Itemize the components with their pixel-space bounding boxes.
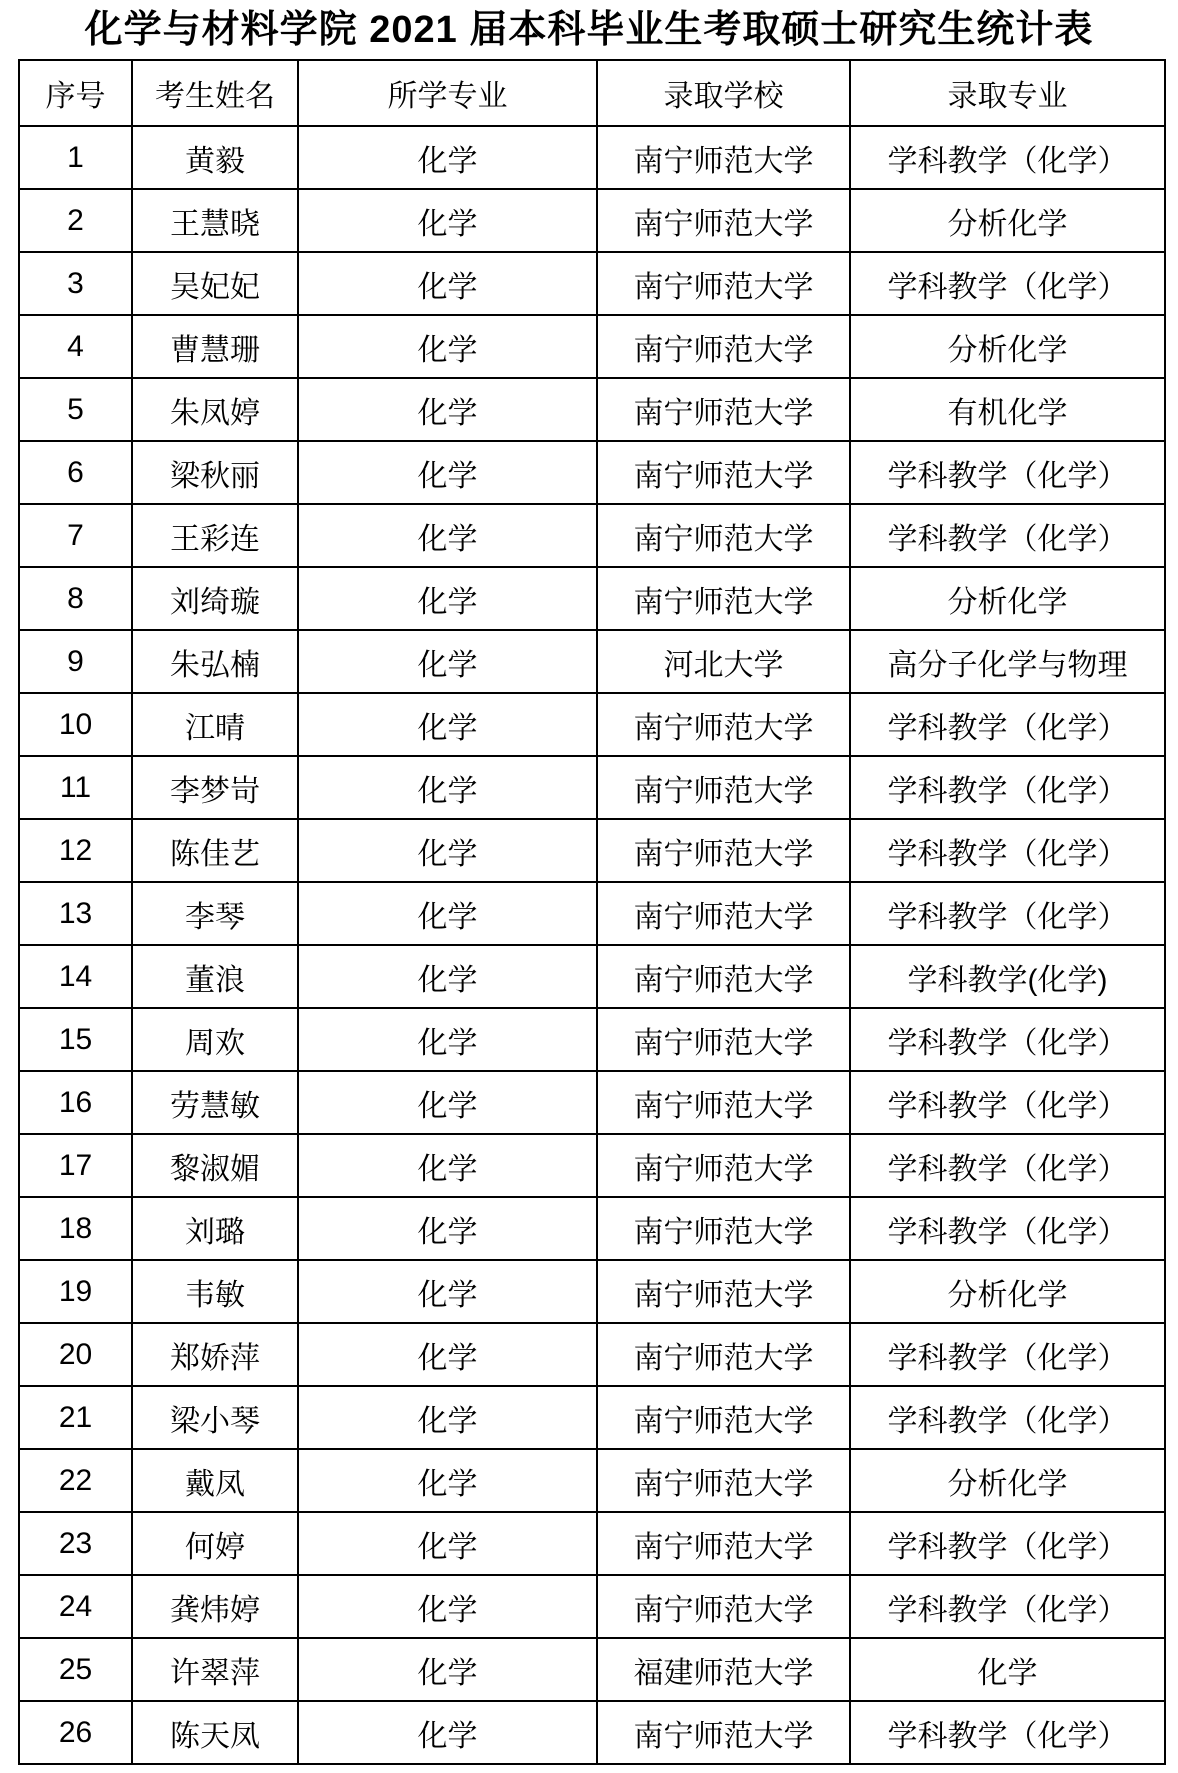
cell-index: 25 — [19, 1638, 132, 1701]
cell-admitted-major: 化学 — [850, 1638, 1165, 1701]
cell-index: 7 — [19, 504, 132, 567]
table-row — [19, 504, 1165, 567]
cell-major: 化学 — [298, 882, 597, 945]
header-row — [19, 60, 1165, 126]
cell-school: 南宁师范大学 — [597, 1260, 850, 1323]
cell-student-name: 梁小琴 — [132, 1386, 298, 1449]
cell-school: 南宁师范大学 — [597, 693, 850, 756]
cell-major: 化学 — [298, 630, 597, 693]
cell-major: 化学 — [298, 1638, 597, 1701]
cell-student-name: 王慧晓 — [132, 189, 298, 252]
cell-student-name: 曹慧珊 — [132, 315, 298, 378]
cell-admitted-major: 学科教学（化学） — [850, 1197, 1165, 1260]
cell-student-name: 吴妃妃 — [132, 252, 298, 315]
table-row — [19, 567, 1165, 630]
table-row — [19, 1071, 1165, 1134]
cell-student-name: 韦敏 — [132, 1260, 298, 1323]
cell-admitted-major: 学科教学（化学） — [850, 882, 1165, 945]
cell-school: 南宁师范大学 — [597, 252, 850, 315]
cell-major: 化学 — [298, 756, 597, 819]
cell-student-name: 陈佳艺 — [132, 819, 298, 882]
cell-student-name: 董浪 — [132, 945, 298, 1008]
cell-student-name: 陈天凤 — [132, 1701, 298, 1764]
table-row — [19, 1512, 1165, 1575]
cell-index: 13 — [19, 882, 132, 945]
cell-school: 南宁师范大学 — [597, 1071, 850, 1134]
cell-major: 化学 — [298, 1197, 597, 1260]
cell-student-name: 郑娇萍 — [132, 1323, 298, 1386]
cell-school: 河北大学 — [597, 630, 850, 693]
cell-index: 6 — [19, 441, 132, 504]
cell-school: 南宁师范大学 — [597, 756, 850, 819]
cell-school: 南宁师范大学 — [597, 315, 850, 378]
cell-major: 化学 — [298, 1449, 597, 1512]
table-row — [19, 252, 1165, 315]
cell-school: 南宁师范大学 — [597, 504, 850, 567]
cell-index: 23 — [19, 1512, 132, 1575]
cell-major: 化学 — [298, 1008, 597, 1071]
cell-school: 福建师范大学 — [597, 1638, 850, 1701]
cell-major: 化学 — [298, 1386, 597, 1449]
cell-admitted-major: 学科教学（化学） — [850, 252, 1165, 315]
cell-student-name: 许翠萍 — [132, 1638, 298, 1701]
cell-major: 化学 — [298, 441, 597, 504]
cell-admitted-major: 高分子化学与物理 — [850, 630, 1165, 693]
cell-index: 3 — [19, 252, 132, 315]
cell-school: 南宁师范大学 — [597, 1386, 850, 1449]
header-school: 录取学校 — [597, 60, 850, 126]
cell-index: 24 — [19, 1575, 132, 1638]
cell-school: 南宁师范大学 — [597, 1512, 850, 1575]
table-row — [19, 756, 1165, 819]
table-row — [19, 882, 1165, 945]
cell-school: 南宁师范大学 — [597, 567, 850, 630]
cell-student-name: 王彩连 — [132, 504, 298, 567]
cell-student-name: 李梦岢 — [132, 756, 298, 819]
cell-admitted-major: 学科教学（化学） — [850, 1512, 1165, 1575]
table-row — [19, 1575, 1165, 1638]
table-row — [19, 126, 1165, 189]
cell-admitted-major: 学科教学（化学） — [850, 1323, 1165, 1386]
cell-major: 化学 — [298, 819, 597, 882]
table-row — [19, 189, 1165, 252]
page-title: 化学与材料学院 2021 届本科毕业生考取硕士研究生统计表 — [84, 9, 1094, 51]
cell-index: 8 — [19, 567, 132, 630]
cell-admitted-major: 学科教学（化学） — [850, 441, 1165, 504]
cell-student-name: 刘绮璇 — [132, 567, 298, 630]
cell-admitted-major: 分析化学 — [850, 1260, 1165, 1323]
cell-index: 18 — [19, 1197, 132, 1260]
cell-school: 南宁师范大学 — [597, 1701, 850, 1764]
cell-admitted-major: 分析化学 — [850, 1449, 1165, 1512]
cell-admitted-major: 学科教学（化学） — [850, 1008, 1165, 1071]
cell-school: 南宁师范大学 — [597, 819, 850, 882]
cell-major: 化学 — [298, 1512, 597, 1575]
cell-major: 化学 — [298, 189, 597, 252]
cell-admitted-major: 学科教学（化学） — [850, 693, 1165, 756]
cell-student-name: 龚炜婷 — [132, 1575, 298, 1638]
cell-major: 化学 — [298, 378, 597, 441]
cell-index: 10 — [19, 693, 132, 756]
cell-school: 南宁师范大学 — [597, 1449, 850, 1512]
cell-admitted-major: 分析化学 — [850, 567, 1165, 630]
cell-major: 化学 — [298, 252, 597, 315]
cell-admitted-major: 学科教学（化学） — [850, 126, 1165, 189]
table-row — [19, 945, 1165, 1008]
cell-major: 化学 — [298, 693, 597, 756]
header-index: 序号 — [19, 60, 132, 126]
cell-index: 15 — [19, 1008, 132, 1071]
cell-major: 化学 — [298, 1323, 597, 1386]
cell-student-name: 劳慧敏 — [132, 1071, 298, 1134]
cell-school: 南宁师范大学 — [597, 378, 850, 441]
cell-index: 5 — [19, 378, 132, 441]
cell-school: 南宁师范大学 — [597, 1197, 850, 1260]
cell-school: 南宁师范大学 — [597, 1134, 850, 1197]
cell-admitted-major: 学科教学（化学） — [850, 1575, 1165, 1638]
cell-admitted-major: 学科教学（化学） — [850, 1071, 1165, 1134]
table-header — [19, 60, 1165, 126]
cell-index: 1 — [19, 126, 132, 189]
header-student-name: 考生姓名 — [132, 60, 298, 126]
cell-school: 南宁师范大学 — [597, 189, 850, 252]
table-row — [19, 315, 1165, 378]
cell-major: 化学 — [298, 504, 597, 567]
header-major: 所学专业 — [298, 60, 597, 126]
table-row — [19, 378, 1165, 441]
cell-admitted-major: 学科教学（化学） — [850, 1134, 1165, 1197]
cell-major: 化学 — [298, 1071, 597, 1134]
cell-admitted-major: 分析化学 — [850, 189, 1165, 252]
cell-index: 2 — [19, 189, 132, 252]
table-row — [19, 1638, 1165, 1701]
cell-school: 南宁师范大学 — [597, 441, 850, 504]
admission-stats-table — [18, 59, 1166, 1765]
table-row — [19, 630, 1165, 693]
cell-admitted-major: 学科教学（化学） — [850, 756, 1165, 819]
cell-major: 化学 — [298, 945, 597, 1008]
table-row — [19, 1134, 1165, 1197]
cell-major: 化学 — [298, 315, 597, 378]
cell-school: 南宁师范大学 — [597, 945, 850, 1008]
cell-index: 17 — [19, 1134, 132, 1197]
cell-admitted-major: 学科教学（化学） — [850, 819, 1165, 882]
table-row — [19, 1260, 1165, 1323]
cell-admitted-major: 有机化学 — [850, 378, 1165, 441]
cell-index: 16 — [19, 1071, 132, 1134]
cell-index: 20 — [19, 1323, 132, 1386]
cell-student-name: 黎淑媚 — [132, 1134, 298, 1197]
cell-index: 9 — [19, 630, 132, 693]
table-row — [19, 1197, 1165, 1260]
cell-admitted-major: 学科教学（化学） — [850, 1701, 1165, 1764]
cell-student-name: 梁秋丽 — [132, 441, 298, 504]
cell-admitted-major: 学科教学（化学） — [850, 504, 1165, 567]
cell-school: 南宁师范大学 — [597, 1575, 850, 1638]
cell-major: 化学 — [298, 567, 597, 630]
cell-major: 化学 — [298, 1260, 597, 1323]
cell-index: 21 — [19, 1386, 132, 1449]
cell-admitted-major: 学科教学(化学) — [850, 945, 1165, 1008]
table-body — [19, 126, 1165, 1764]
table-row — [19, 1008, 1165, 1071]
cell-index: 14 — [19, 945, 132, 1008]
cell-major: 化学 — [298, 1575, 597, 1638]
cell-school: 南宁师范大学 — [597, 1008, 850, 1071]
cell-index: 11 — [19, 756, 132, 819]
cell-student-name: 何婷 — [132, 1512, 298, 1575]
cell-student-name: 李琴 — [132, 882, 298, 945]
cell-major: 化学 — [298, 1134, 597, 1197]
cell-admitted-major: 学科教学（化学） — [850, 1386, 1165, 1449]
cell-student-name: 江晴 — [132, 693, 298, 756]
cell-school: 南宁师范大学 — [597, 126, 850, 189]
cell-student-name: 戴凤 — [132, 1449, 298, 1512]
cell-school: 南宁师范大学 — [597, 1323, 850, 1386]
cell-index: 22 — [19, 1449, 132, 1512]
cell-student-name: 黄毅 — [132, 126, 298, 189]
cell-school: 南宁师范大学 — [597, 882, 850, 945]
cell-index: 19 — [19, 1260, 132, 1323]
table-row — [19, 1323, 1165, 1386]
table-row — [19, 693, 1165, 756]
cell-admitted-major: 分析化学 — [850, 315, 1165, 378]
cell-major: 化学 — [298, 126, 597, 189]
cell-student-name: 刘璐 — [132, 1197, 298, 1260]
table-row — [19, 1449, 1165, 1512]
table-row — [19, 819, 1165, 882]
table-row — [19, 441, 1165, 504]
cell-student-name: 周欢 — [132, 1008, 298, 1071]
cell-major: 化学 — [298, 1701, 597, 1764]
table-row — [19, 1701, 1165, 1764]
cell-index: 26 — [19, 1701, 132, 1764]
cell-student-name: 朱弘楠 — [132, 630, 298, 693]
header-admitted-major: 录取专业 — [850, 60, 1165, 126]
cell-student-name: 朱凤婷 — [132, 378, 298, 441]
table-row — [19, 1386, 1165, 1449]
cell-index: 4 — [19, 315, 132, 378]
cell-index: 12 — [19, 819, 132, 882]
